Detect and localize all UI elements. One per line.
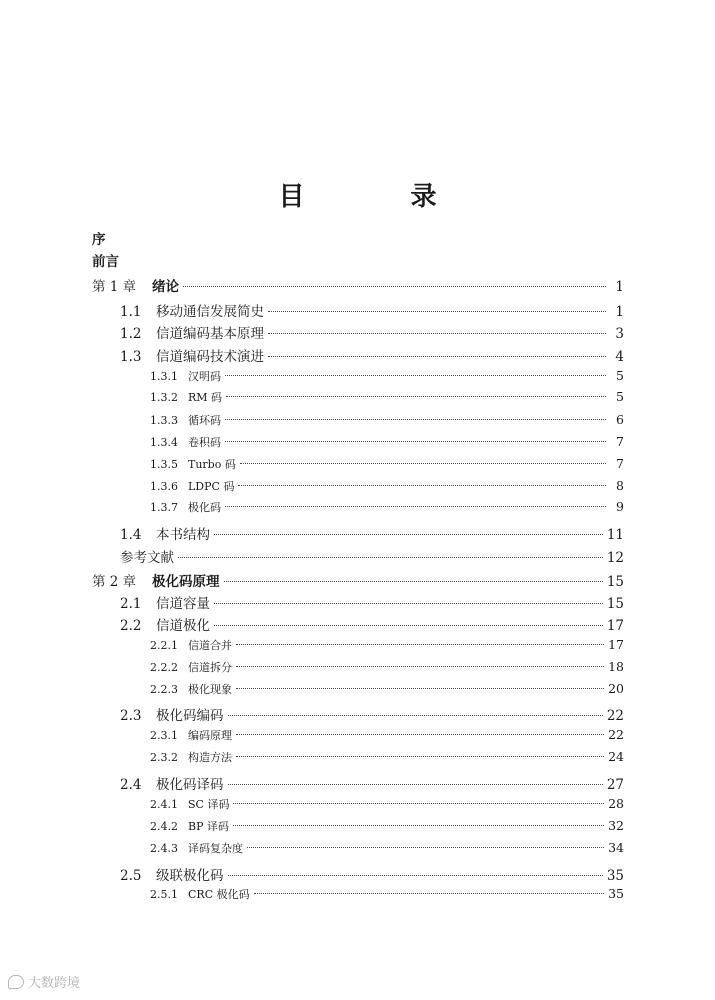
toc-entry[interactable] [92, 322, 624, 344]
toc-entry-text: 信道拆分 [188, 661, 232, 674]
toc-entry-text: 循环码 [188, 414, 221, 427]
toc-entry-page: 1 [615, 304, 624, 320]
toc-entry-number: 1.3.7 [150, 501, 178, 514]
toc-entry-page: 20 [608, 681, 624, 696]
dot-leader [247, 847, 604, 848]
toc-entry[interactable] [92, 749, 624, 771]
toc-entry-page: 28 [608, 796, 624, 811]
toc-entry-foreword[interactable] [92, 250, 624, 272]
toc-entry-page: 5 [616, 389, 624, 404]
toc-entry[interactable] [92, 796, 624, 818]
toc-entry-page: 35 [606, 868, 624, 884]
toc-entry-number: 第 1 章 [92, 279, 137, 295]
toc-entry[interactable] [92, 570, 624, 592]
toc-entry-number: 2.5.1 [150, 888, 178, 901]
toc-entry-text: 极化现象 [188, 683, 232, 696]
dot-leader [224, 581, 603, 582]
dot-leader [268, 311, 606, 312]
toc-entry-page: 22 [606, 708, 624, 724]
watermark-text: 大数跨境 [28, 976, 81, 991]
toc-entry[interactable] [92, 773, 624, 795]
dot-leader [225, 419, 606, 420]
chat-bubble-icon [8, 975, 24, 989]
page-title: 目 录 [278, 182, 477, 212]
dot-leader [233, 825, 604, 826]
toc-entry-text: 构造方法 [188, 751, 232, 764]
toc-entry[interactable] [92, 300, 624, 322]
toc-entry-page: 6 [616, 412, 624, 427]
toc-entry-number: 2.4.3 [150, 842, 178, 855]
toc-entry-page: 18 [608, 659, 624, 674]
dot-leader [233, 803, 604, 804]
toc-entry-text: 译码复杂度 [188, 842, 243, 855]
toc-entry-number: 1.3.4 [150, 436, 178, 449]
toc-entry-text: CRC 极化码 [188, 888, 250, 901]
dot-leader [228, 875, 603, 876]
toc-entry-text: RM 码 [188, 391, 223, 404]
toc-entry-page: 5 [616, 368, 624, 383]
toc-entry-number: 2.2.2 [150, 661, 178, 674]
toc-entry-page: 22 [608, 727, 624, 742]
toc-entry-number: 1.3.3 [150, 414, 178, 427]
toc-entry-text: 信道编码技术演进 [156, 349, 264, 365]
toc-entry[interactable] [92, 614, 624, 636]
toc-entry-number: 2.2.1 [150, 639, 178, 652]
toc-entry-page: 24 [608, 749, 624, 764]
toc-entry-number: 2.2 [120, 618, 142, 634]
dot-leader [178, 557, 603, 558]
toc-entry[interactable] [92, 659, 624, 681]
toc-entry-number: 2.3.2 [150, 751, 178, 764]
toc-entry-text: 级联极化码 [156, 868, 224, 884]
toc-entry[interactable] [92, 704, 624, 726]
dot-leader [228, 715, 603, 716]
toc-entry[interactable] [92, 523, 624, 545]
toc-entry-page: 32 [608, 818, 624, 833]
toc-entry-number: 2.5 [120, 868, 142, 884]
watermark [8, 972, 80, 991]
toc-entry-text: 信道极化 [156, 618, 210, 634]
dot-leader [236, 666, 604, 667]
toc-entry[interactable] [92, 818, 624, 840]
dot-leader [240, 463, 606, 464]
toc-entry-text: 本书结构 [156, 527, 210, 543]
dot-leader [225, 506, 606, 507]
toc-entry-page: 7 [616, 456, 624, 471]
toc-entry-number: 1.3.1 [150, 370, 178, 383]
toc-entry[interactable] [92, 727, 624, 749]
toc-entry[interactable] [92, 412, 624, 434]
toc-entry-number: 1.3.2 [150, 391, 178, 404]
toc-entry-text: 汉明码 [188, 370, 221, 383]
toc-entry-text: 极化码编码 [156, 708, 224, 724]
toc-entry-page: 35 [608, 886, 624, 901]
toc-entry-page: 17 [608, 637, 624, 652]
toc-entry-number: 2.2.3 [150, 683, 178, 696]
dot-leader [225, 375, 606, 376]
toc-entry[interactable] [92, 434, 624, 456]
toc-entry-text: SC 译码 [188, 798, 230, 811]
toc-entry-text: 卷积码 [188, 436, 221, 449]
toc-entry-number: 1.1 [120, 304, 142, 320]
toc-entry[interactable] [92, 637, 624, 659]
dot-leader [214, 534, 603, 535]
toc-entry-page: 4 [615, 349, 624, 365]
toc-entry[interactable] [92, 886, 624, 908]
toc-entry-number: 2.1 [120, 596, 142, 612]
toc-entry-text: Turbo 码 [188, 458, 236, 471]
dot-leader [238, 485, 606, 486]
toc-entry-text: 极化码译码 [156, 777, 224, 793]
toc-entry-text: 绪论 [152, 279, 179, 295]
toc-entry[interactable] [92, 546, 624, 568]
dot-leader [214, 625, 603, 626]
dot-leader [268, 356, 606, 357]
toc-entry-page: 11 [606, 527, 624, 543]
toc-entry-number: 2.4.2 [150, 820, 178, 833]
toc-entry-text: 参考文献 [120, 550, 174, 566]
toc-entry-text: 信道编码基本原理 [156, 326, 264, 342]
toc-entry-page: 15 [606, 574, 624, 590]
toc-entry-page: 7 [616, 434, 624, 449]
toc-entry-number: 第 2 章 [92, 574, 137, 590]
toc-entry-page: 17 [606, 618, 624, 634]
toc-entry-number: 2.3 [120, 708, 142, 724]
toc-entry[interactable] [92, 478, 624, 500]
toc-entry-number: 1.2 [120, 326, 142, 342]
dot-leader [254, 893, 604, 894]
toc-entry[interactable] [92, 840, 624, 862]
dot-leader [236, 688, 604, 689]
toc-entry[interactable] [92, 499, 624, 521]
toc-entry-number: 1.3.5 [150, 458, 178, 471]
dot-leader [236, 734, 604, 735]
toc-entry-number: 1.3.6 [150, 480, 178, 493]
toc-entry-text: 极化码原理 [152, 574, 220, 590]
toc-entry-page: 3 [615, 326, 624, 342]
toc-entry[interactable] [92, 368, 624, 390]
dot-leader [214, 603, 603, 604]
toc-entry-text: BP 译码 [188, 820, 229, 833]
toc-entry-text: 序 [92, 232, 106, 248]
dot-leader [236, 756, 604, 757]
toc-entry-number: 1.3 [120, 349, 142, 365]
toc-entry-number: 2.4 [120, 777, 142, 793]
toc-entry-number: 2.3.1 [150, 729, 178, 742]
toc-entry-number: 1.4 [120, 527, 142, 543]
toc-entry-page: 27 [606, 777, 624, 793]
dot-leader [225, 441, 606, 442]
dot-leader [183, 286, 606, 287]
toc-entry-page: 1 [615, 279, 624, 295]
toc-entry[interactable] [92, 456, 624, 478]
toc-entry-page: 34 [608, 840, 624, 855]
toc-entry-page: 9 [616, 499, 624, 514]
dot-leader [268, 333, 606, 334]
toc-entry[interactable] [92, 864, 624, 886]
dot-leader [226, 396, 606, 397]
toc-entry[interactable] [92, 681, 624, 703]
toc-entry[interactable] [92, 345, 624, 367]
dot-leader [228, 784, 603, 785]
toc-entry-text: 信道合并 [188, 639, 232, 652]
toc-entry-number: 2.4.1 [150, 798, 178, 811]
toc-entry-page: 15 [606, 596, 624, 612]
toc-entry[interactable] [92, 389, 624, 411]
toc-entry-text: LDPC 码 [188, 480, 235, 493]
toc-entry-preface[interactable] [92, 228, 624, 250]
dot-leader [236, 644, 604, 645]
toc-entry-page: 12 [606, 550, 624, 566]
toc-entry-text: 极化码 [188, 501, 221, 514]
toc-entry-text: 前言 [92, 254, 119, 270]
toc-entry-page: 8 [616, 478, 624, 493]
toc-entry[interactable] [92, 592, 624, 614]
toc-entry-text: 信道容量 [156, 596, 210, 612]
toc-entry[interactable] [92, 275, 624, 297]
toc-entry-text: 移动通信发展简史 [156, 304, 264, 320]
toc-entry-text: 编码原理 [188, 729, 232, 742]
